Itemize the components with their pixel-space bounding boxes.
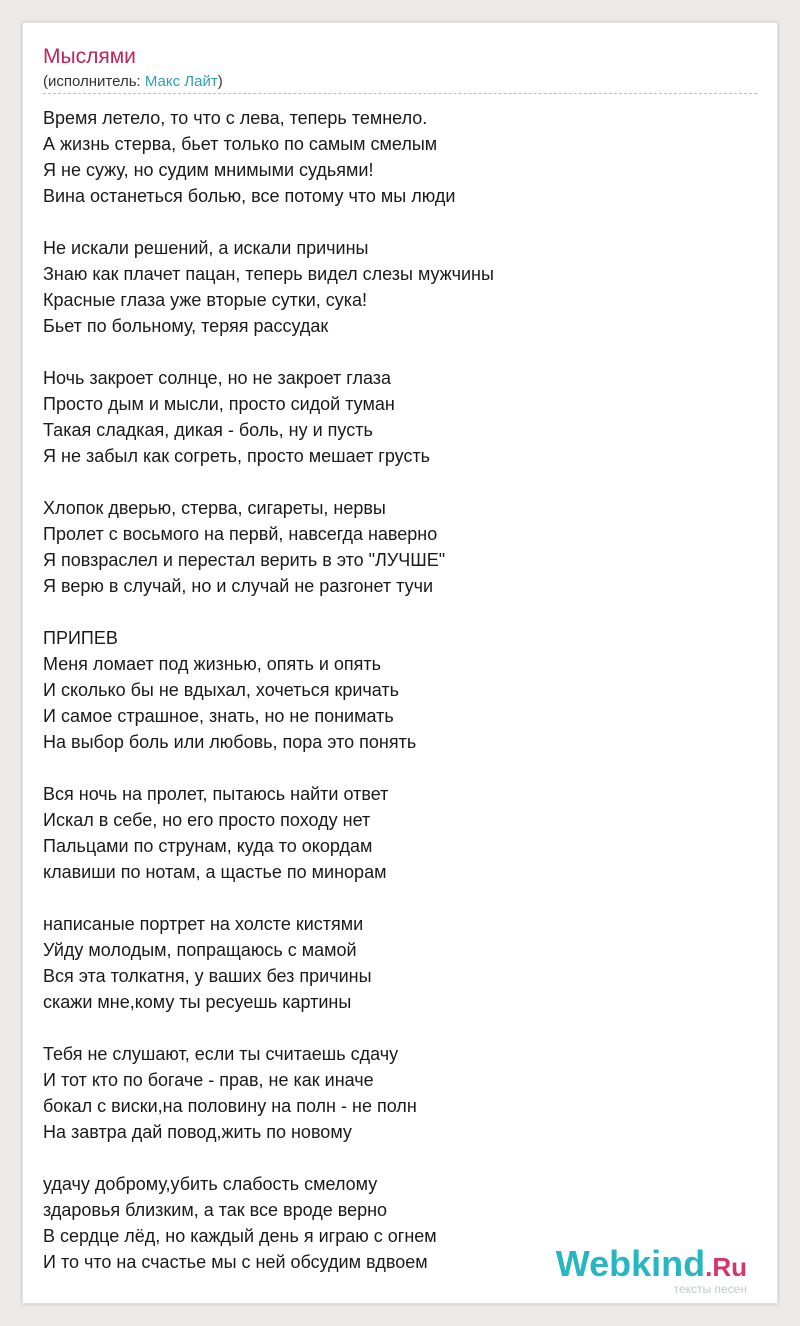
brand-name: Webkind — [555, 1243, 706, 1284]
lyric-line: Пролет с восьмого на первй, навсегда наверно — [43, 524, 438, 544]
lyric-line: Уйду молодым, попращаюсь с мамой — [43, 940, 357, 960]
lyric-line: Меня ломает под жизнью, опять и опять — [43, 654, 382, 674]
stanza — [43, 105, 757, 209]
lyric-line: На завтра дай повод,жить по новому — [43, 1122, 352, 1142]
lyric-line: И самое страшное, знать, но не понимать — [43, 706, 394, 726]
lyric-line: Хлопок дверью, стерва, сигареты, нервы — [43, 498, 386, 518]
lyric-line: Не искали решений, а искали причины — [43, 238, 369, 258]
lyric-line: ПРИПЕВ — [43, 628, 118, 648]
lyric-line: Я не сужу, но судим мнимыми судьями! — [43, 160, 374, 180]
lyric-line: Я не забыл как согреть, просто мешает грусть — [43, 446, 431, 466]
lyric-line: И то что на счастье мы с ней обсудим вдвоем — [43, 1252, 428, 1272]
lyric-line: Пальцами по струнам, куда то окордам — [43, 836, 373, 856]
lyric-line: бокал с виски,на половину на полн - не полн — [43, 1096, 417, 1116]
stanza — [43, 781, 757, 885]
lyric-line: здаровья близким, а так все вроде верно — [43, 1200, 388, 1220]
title-divider — [43, 93, 757, 94]
artist-suffix: ) — [217, 73, 223, 90]
lyric-line: Вся ночь на пролет, пытаюсь найти ответ — [43, 784, 389, 804]
lyric-line: Вина останеться болью, все потому что мы люди — [43, 186, 456, 206]
lyric-line: Такая сладкая, дикая - боль, ну и пусть — [43, 420, 373, 440]
lyric-line: Бьет по больному, теряя рассудак — [43, 316, 329, 336]
lyric-line: клавиши по нотам, а щастье по минорам — [43, 862, 387, 882]
lyric-line: Искал в себе, но его просто походу нет — [43, 810, 371, 830]
stanza — [43, 365, 757, 469]
lyric-line: Тебя не слушают, если ты считаешь сдачу — [43, 1044, 399, 1064]
lyric-line: На выбор боль или любовь, пора это понять — [43, 732, 417, 752]
brand-tagline: тексты песен — [673, 1282, 747, 1296]
lyric-line: В сердце лёд, но каждый день я играю с огнем — [43, 1226, 437, 1246]
lyric-line: И сколько бы не вдыхал, хочеться кричать — [43, 680, 400, 700]
lyric-line: Я повзраслел и перестал верить в это "ЛУЧШЕ" — [43, 550, 446, 570]
lyrics-card — [22, 22, 778, 1304]
lyric-line: А жизнь стерва, бьет только по самым смелым — [43, 134, 438, 154]
lyric-line: удачу доброму,убить слабость смелому — [43, 1174, 378, 1194]
song-title: Мыслями — [43, 45, 136, 68]
lyric-line: Знаю как плачет пацан, теперь видел слезы мужчины — [43, 264, 494, 284]
lyric-line: Красные глаза уже вторые сутки, сука! — [43, 290, 368, 310]
lyric-line: скажи мне,кому ты ресуешь картины — [43, 992, 352, 1012]
artist-line — [43, 73, 223, 91]
stanza — [43, 911, 757, 1015]
stanza — [43, 495, 757, 599]
lyrics-body — [43, 105, 757, 1301]
lyric-line: Время летело, то что с лева, теперь темнело. — [43, 108, 428, 128]
lyric-line: Просто дым и мысли, просто сидой туман — [43, 394, 395, 414]
site-logo[interactable] — [555, 1243, 747, 1296]
stanza — [43, 625, 757, 755]
lyric-line: Ночь закроет солнце, но не закроет глаза — [43, 368, 392, 388]
brand-wordmark — [555, 1243, 747, 1285]
artist-link[interactable]: Макс Лайт — [144, 73, 218, 90]
stanza — [43, 235, 757, 339]
lyric-line: написаные портрет на холсте кистями — [43, 914, 364, 934]
lyric-line: Я верю в случай, но и случай не разгонет тучи — [43, 576, 434, 596]
lyric-line: Вся эта толкатня, у ваших без причины — [43, 966, 372, 986]
brand-tld: .Ru — [705, 1252, 747, 1282]
artist-prefix: (исполнитель: — [43, 73, 145, 90]
lyric-line: И тот кто по богаче - прав, не как иначе — [43, 1070, 374, 1090]
stanza — [43, 1041, 757, 1145]
